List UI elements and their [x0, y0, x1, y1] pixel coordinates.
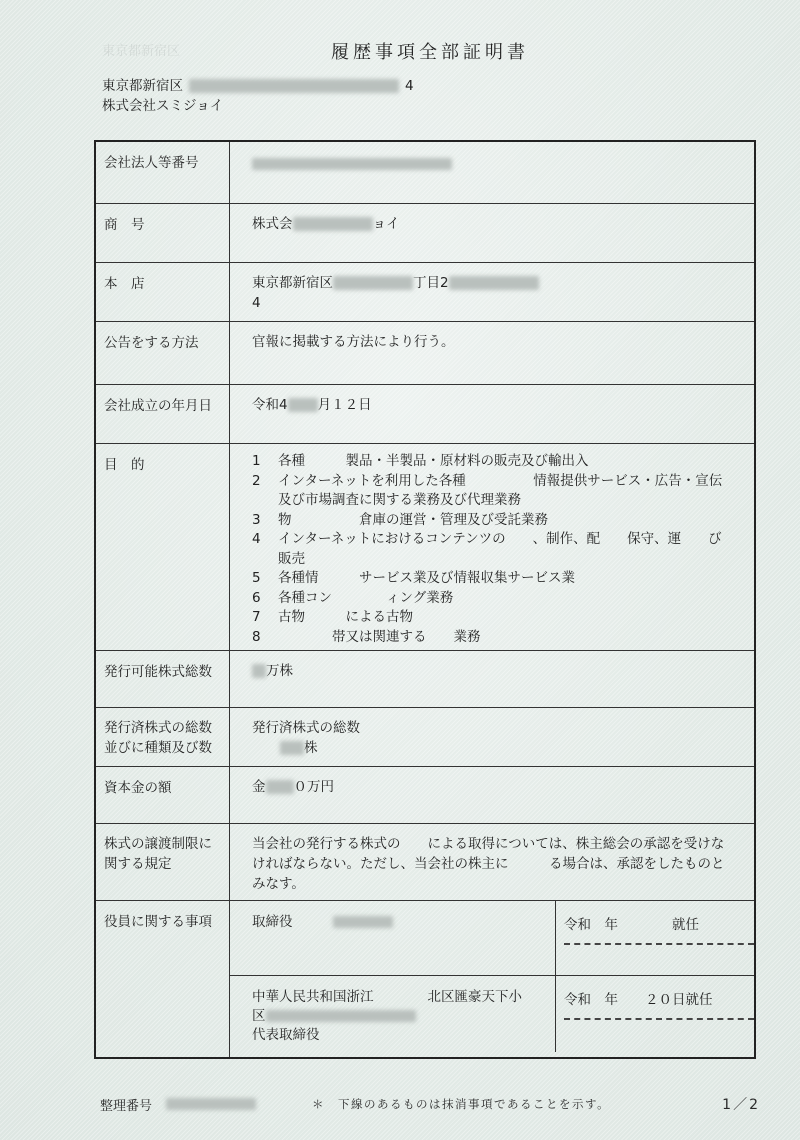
header-address: 東京都新宿区 4 [102, 78, 414, 94]
label-trade-name: 商 号 [95, 204, 230, 263]
label-officers: 役員に関する事項 [95, 901, 230, 1059]
purpose-item: 5 各種情 サービス業及び情報収集サービス業 [252, 570, 575, 586]
value-transfer-restriction: 当会社の発行する株式の による取得については、株主総会の承認を受けな ければならない。ただし、当会社の株主に る場合は、承認をしたものと みなす。 [230, 824, 756, 901]
redaction [280, 741, 304, 755]
value-trade-name: 株式会 ョイ [230, 204, 756, 263]
row-authorized-shares [95, 651, 755, 708]
label-transfer-restriction: 株式の譲渡制限に 関する規定 [95, 824, 230, 901]
redaction [189, 79, 399, 93]
label-authorized-shares: 発行可能株式総数 [95, 651, 230, 708]
row-officers [95, 901, 755, 1059]
watermark-text: 東京都新宿区 [102, 44, 181, 59]
purpose-list [252, 452, 754, 647]
row-corporate-number [95, 141, 755, 204]
purpose-item: 2 インターネットを利用した各種 情報提供サービス・広告・宣伝 [252, 472, 723, 489]
document-title: 履歴事項全部証明書 [331, 42, 529, 63]
header-block [102, 76, 414, 116]
officer-entry: 中華人民共和国浙江 北区匯豪天下小 区 代表取締役 令和 年 ２０日就任 [230, 976, 754, 1052]
redaction [252, 664, 266, 678]
value-issued-shares: 発行済株式の総数 株 [230, 708, 756, 767]
row-capital [95, 767, 755, 824]
label-head-office: 本 店 [95, 263, 230, 322]
value-corporate-number [230, 141, 756, 204]
redaction [293, 217, 373, 231]
value-established: 令和4 月１２日 [230, 385, 756, 444]
redaction [288, 398, 318, 412]
purpose-item: 8 帯又は関連する 業務 [252, 628, 481, 645]
purpose-item: 1 各種 製品・半製品・原材料の販売及び輸出入 [252, 453, 589, 469]
value-public-notice: 官報に掲載する方法により行う。 [230, 322, 756, 385]
purpose-item: 6 各種コン ィング業務 [252, 589, 454, 606]
page-number: 1／2 [722, 1097, 760, 1113]
row-transfer-restriction [95, 824, 755, 901]
redaction [266, 780, 294, 794]
redaction [449, 276, 539, 290]
redaction [166, 1098, 256, 1110]
value-purpose [230, 444, 756, 651]
label-purpose: 目 的 [95, 444, 230, 651]
value-head-office: 東京都新宿区 丁目2 4 [230, 263, 756, 322]
dashed-divider [564, 943, 754, 945]
label-issued-shares: 発行済株式の総数 並びに種類及び数 [95, 708, 230, 767]
row-established [95, 385, 755, 444]
redaction [333, 916, 393, 928]
row-purpose [95, 444, 755, 651]
officer-entry: 取締役 令和 年 就任 [230, 901, 754, 976]
purpose-item: 及び市場調査に関する業務及び代理業務 [278, 492, 521, 508]
redaction [333, 276, 413, 290]
purpose-item: 3 物 倉庫の運営・管理及び受託業務 [252, 511, 548, 528]
value-capital: 金 ０万円 [230, 767, 756, 824]
row-head-office [95, 263, 755, 322]
row-trade-name [95, 204, 755, 263]
row-issued-shares [95, 708, 755, 767]
redaction [266, 1010, 416, 1022]
label-capital: 資本金の額 [95, 767, 230, 824]
row-public-notice [95, 322, 755, 385]
purpose-item: 販売 [278, 550, 305, 567]
value-officers [230, 901, 756, 1059]
value-authorized-shares: 万株 [230, 651, 756, 708]
registry-table [94, 140, 756, 1059]
reference-number-label: 整理番号 [100, 1098, 153, 1114]
purpose-item: 4 インターネットにおけるコンテンツの 、制作、配 保守、運 び [252, 531, 722, 547]
label-established: 会社成立の年月日 [95, 385, 230, 444]
footer [100, 1094, 760, 1114]
redaction [252, 158, 452, 170]
header-company: 株式会社スミジョイ [102, 98, 224, 114]
footer-note: ＊ 下線のあるものは抹消事項であることを示す。 [312, 1097, 611, 1111]
purpose-item: 7 古物 による古物 [252, 609, 413, 625]
dashed-divider [564, 1018, 754, 1020]
label-corporate-number: 会社法人等番号 [95, 141, 230, 204]
label-public-notice: 公告をする方法 [95, 322, 230, 385]
